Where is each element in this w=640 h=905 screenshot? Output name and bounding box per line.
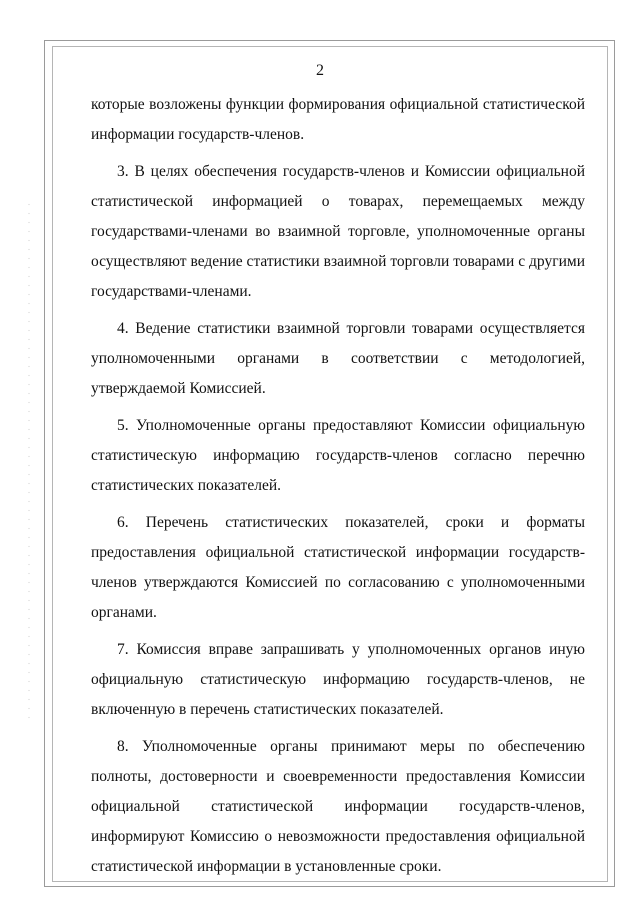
paragraph-3: 3. В целях обеспечения государств-членов и Комиссии официальной статистической информацией о товарах, перемещаемых между государствами-членами во взаимной торговле, уполномоченные органы осуществляют ведение статистики взаимной торговли товарами с другими государствами-членами. <box>91 163 585 300</box>
document-body <box>91 90 585 889</box>
page-number: 2 <box>316 62 324 79</box>
paragraph-continuation: которые возложены функции формирования официальной статистической информации государств-членов. <box>91 96 585 143</box>
paragraph-5: 5. Уполномоченные органы предоставляют Комиссии официальную статистическую информацию государств-членов согласно перечню статистических показателей. <box>91 417 585 494</box>
paragraph-7: 7. Комиссия вправе запрашивать у уполномоченных органов иную официальную статистическую информацию государств-членов, не включенную в перечень статистических показателей. <box>91 641 585 718</box>
paragraph-8: 8. Уполномоченные органы принимают меры по обеспечению полноты, достоверности и своевременности предоставления Комиссии официальной статистической информации государств-членов, информируют Комиссию о невозможности предоставления официальной статистической информации в установленные сроки. <box>91 738 585 875</box>
scan-margin-marks <box>28 200 30 720</box>
paragraph-4: 4. Ведение статистики взаимной торговли товарами осуществляется уполномоченными органами в соответствии с методологией, утверждаемой Комиссией. <box>91 320 585 397</box>
paragraph-6: 6. Перечень статистических показателей, сроки и форматы предоставления официальной статистической информации государств-членов утверждаются Комиссией по согласованию с уполномоченными органами. <box>91 514 585 621</box>
